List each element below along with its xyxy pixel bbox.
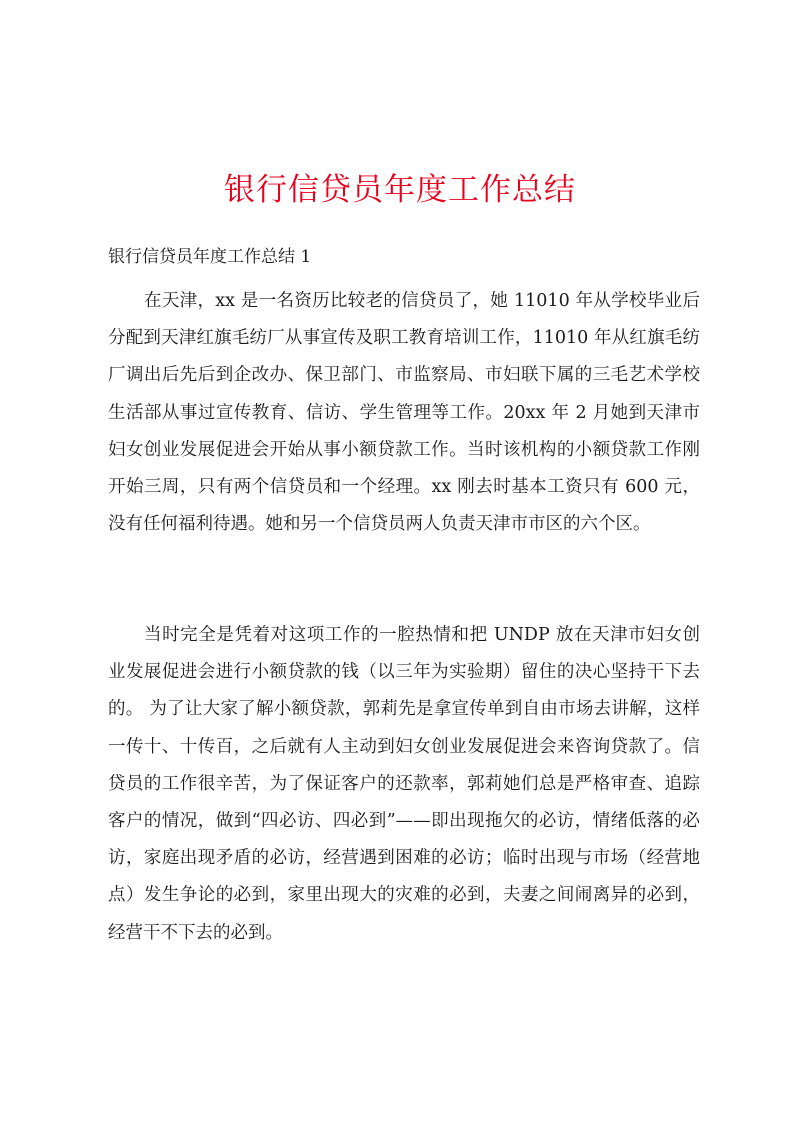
page-title: 银行信贷员年度工作总结 bbox=[224, 172, 576, 208]
body-paragraph: 当时完全是凭着对这项工作的一腔热情和把 UNDP 放在天津市妇女创业发展促进会进行小额贷款的钱（以三年为实验期）留住的决心坚持干下去的。 为了让大家了解小额贷款，郭莉先是拿宣传单到自由市场去讲解，这样一传十、十传百，之后就有人主动到妇女创业发展促进会来咨询贷款了。信贷员的工作很辛苦，为了保证客户的还款率，郭莉她们总是严格审查、追踪客户的情况，做到“四必访、四必到”——即出现拖欠的必访，情绪低落的必访，家庭出现矛盾的必访，经营遇到困难的必访；临时出现与市场（经营地点）发生争论的必到，家里出现大的灾难的必到，夫妻之间闹离异的必到，经营干不下去的必到。 bbox=[108, 625, 700, 943]
section-heading: 银行信贷员年度工作总结 1 bbox=[108, 247, 312, 267]
body-paragraph: 在天津，xx 是一名资历比较老的信贷员了，她 11010 年从学校毕业后分配到天津红旗毛纺厂从事宣传及职工教育培训工作，11010 年从红旗毛纺厂调出后先后到企改办、保卫部门、市监察局、市妇联下属的三毛艺术学校生活部从事过宣传教育、信访、学生管理等工作。20xx 年 2 月她到天津市妇女创业发展促进会开始从事小额贷款工作。当时该机构的小额贷款工作刚开始三周，只有两个信贷员和一个经理。xx 刚去时基本工资只有 600 元，没有任何福利待遇。她和另一个信贷员两人负责天津市市区的六个区。 bbox=[108, 291, 700, 535]
